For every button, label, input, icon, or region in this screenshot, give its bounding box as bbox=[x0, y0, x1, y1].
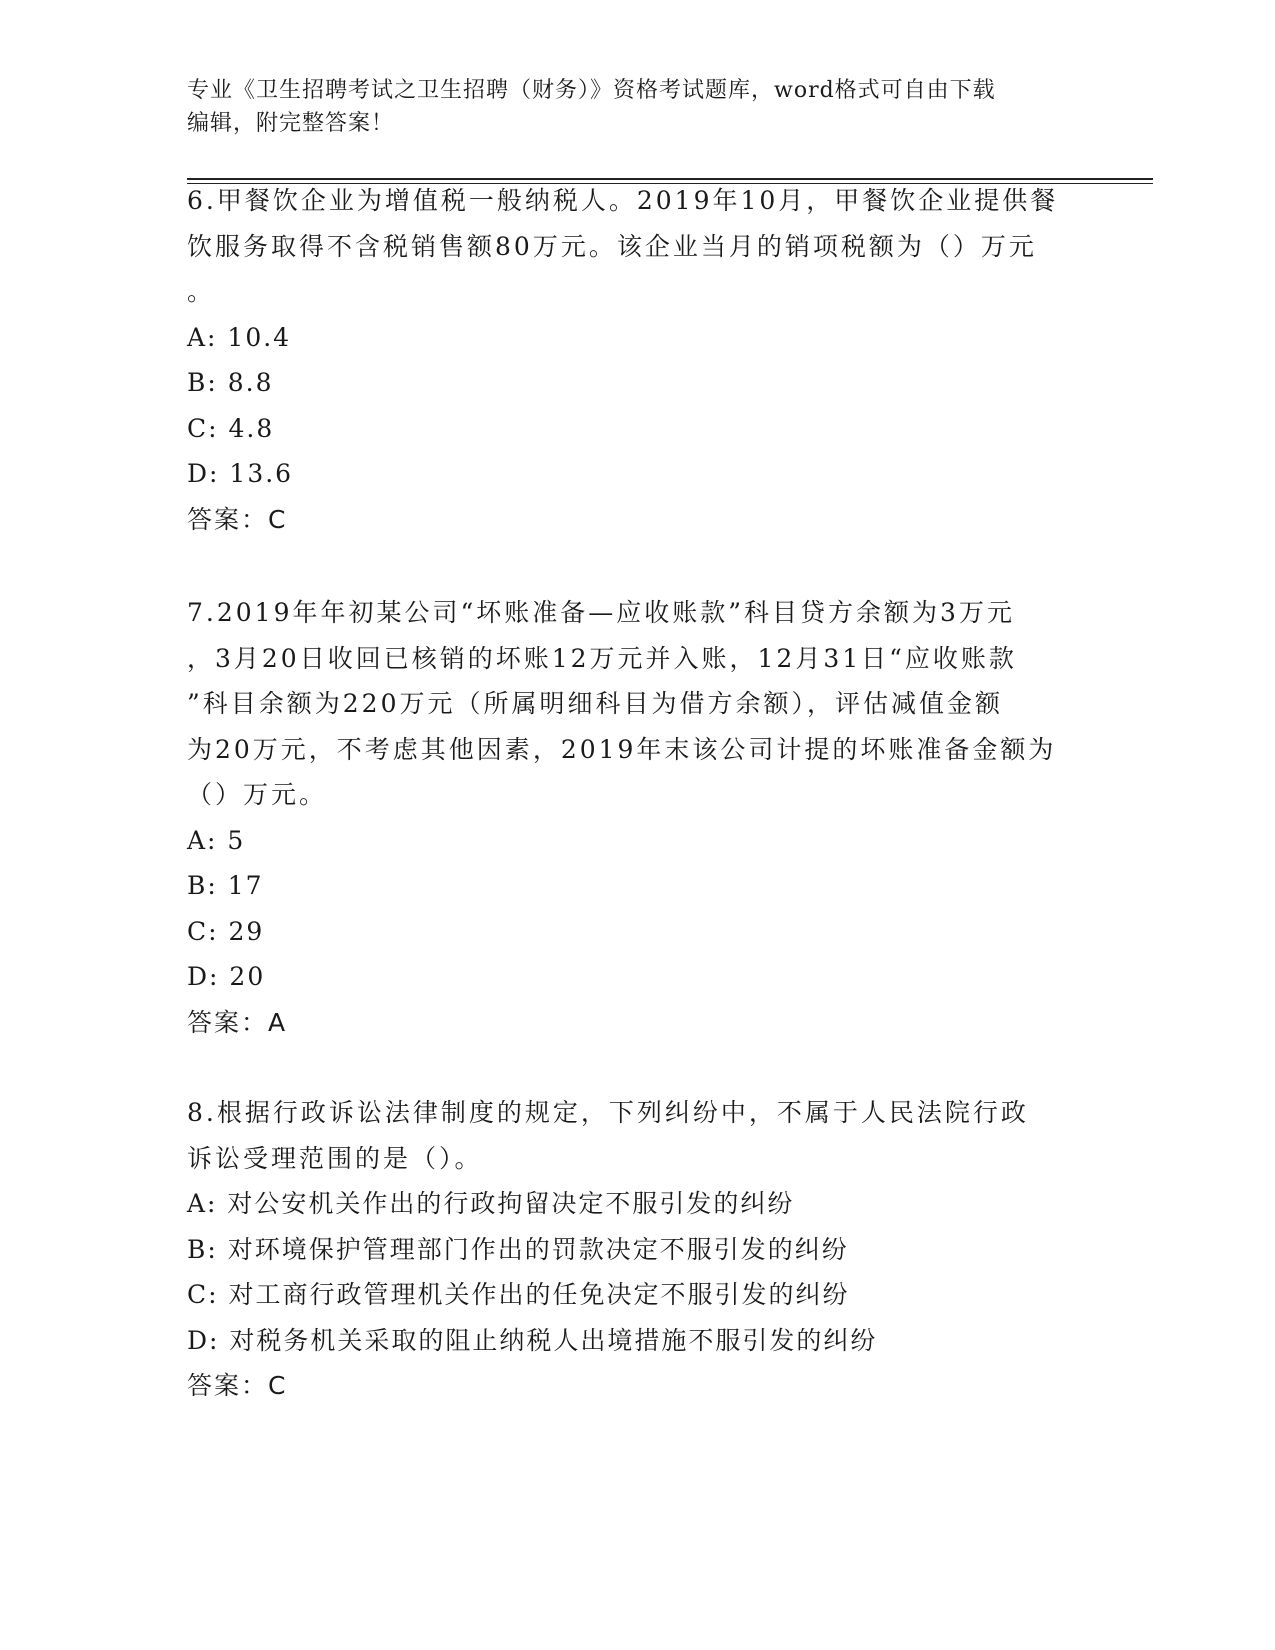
answer: 答案：C bbox=[187, 504, 288, 534]
header-line-2: 编辑，附完整答案！ bbox=[187, 111, 395, 136]
option-d: D: 20 bbox=[187, 962, 266, 991]
question-stem: 8.根据行政诉讼法律制度的规定，下列纠纷中，不属于人民法院行政 诉讼受理范围的是（）。 bbox=[187, 1098, 1029, 1173]
option-d: D: 对税务机关采取的阻止纳税人出境措施不服引发的纠纷 bbox=[187, 1325, 878, 1355]
question-stem: 6.甲餐饮企业为增值税一般纳税人。2019年10月，甲餐饮企业提供餐 饮服务取得不含税销售额80万元。该企业当月的销项税额为（）万元 。 bbox=[187, 186, 1059, 306]
option-b: B: 8.8 bbox=[187, 368, 274, 397]
answer: 答案：A bbox=[187, 1007, 288, 1037]
option-b: B: 对环境保护管理部门作出的罚款决定不服引发的纠纷 bbox=[187, 1234, 849, 1264]
option-c: C: 29 bbox=[187, 916, 265, 946]
question-6 bbox=[187, 178, 1087, 542]
option-b: B: 17 bbox=[187, 871, 264, 900]
answer: 答案：C bbox=[187, 1371, 288, 1400]
header-line-1: 专业《卫生招聘考试之卫生招聘（财务）》资格考试题库，word格式可自由下载 bbox=[187, 78, 996, 103]
option-a: A: 对公安机关作出的行政拘留决定不服引发的纠纷 bbox=[187, 1189, 795, 1218]
option-a: A: 10.4 bbox=[187, 322, 292, 352]
question-7 bbox=[187, 590, 1087, 1045]
question-8 bbox=[187, 1090, 1087, 1409]
question-stem: 7.2019年年初某公司“坏账准备—应收账款”科目贷方余额为3万元 ，3月20日收回已核销的坏账12万元并入账，12月31日“应收账款 ”科目余额为220万元（所属明细科目为借方余额），评估减值金额 为20万元，不考虑其他因素，2019年末该公司计提的坏账准备金额为 （）万元。 bbox=[187, 598, 1057, 809]
option-c: C: 对工商行政管理机关作出的任免决定不服引发的纠纷 bbox=[187, 1280, 850, 1309]
option-d: D: 13.6 bbox=[187, 459, 294, 488]
option-a: A: 5 bbox=[187, 825, 246, 855]
page-header bbox=[187, 74, 1067, 140]
option-c: C: 4.8 bbox=[187, 413, 275, 443]
